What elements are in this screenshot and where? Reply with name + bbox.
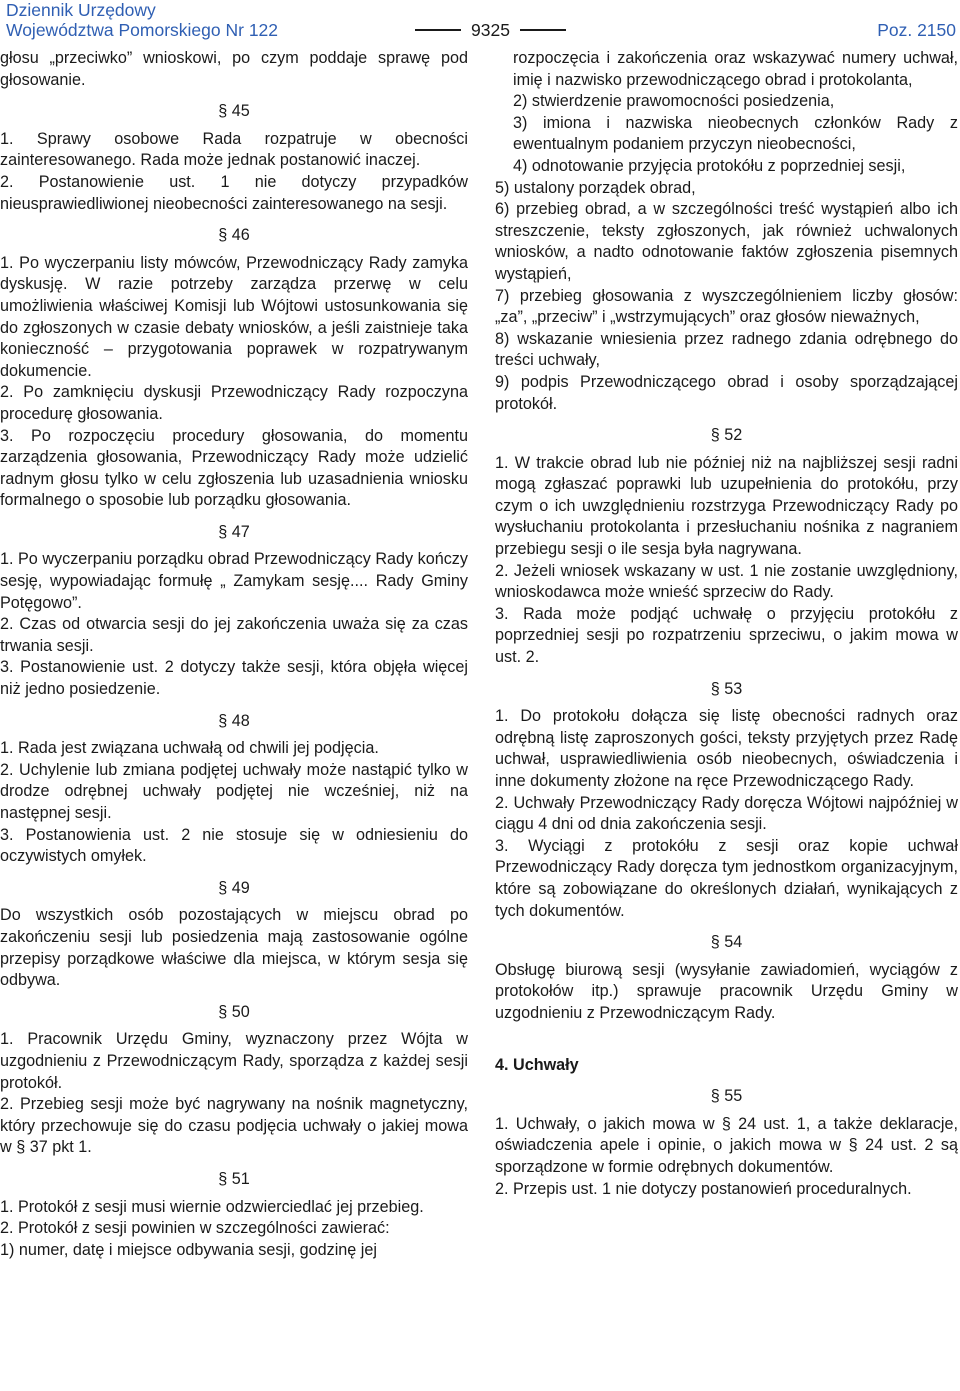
list-item: 6) przebieg obrad, a w szczególności treść wystąpień albo ich streszczenie, teksty zgłoszonych, jak również uchwalonych wniosków, a nadto odnotowanie faktów zgłoszenia pisemnych wystąpień, — [495, 200, 958, 283]
paragraph: 2. Uchylenie lub zmiana podjętej uchwały może nastąpić tylko w drodze odrębnej uchwały podjętej nie wcześniej, niż na następnej sesji. — [0, 760, 468, 822]
paragraph: 1. Pracownik Urzędu Gminy, wyznaczony przez Wójta w uzgodnieniu z Przewodniczącym Rady, sporządza z każdej sesji protokół. — [0, 1030, 468, 1092]
page-number-value: 9325 — [471, 20, 510, 40]
paragraph: 1. Rada jest związana uchwałą od chwili jej podjęcia. — [0, 739, 379, 758]
section-heading: § 46 — [218, 226, 250, 245]
section-heading: § 54 — [710, 933, 743, 952]
paragraph: 3. Postanowienia ust. 2 nie stosuje się w odniesieniu do oczywistych omyłek. — [0, 825, 468, 866]
list-item: 3) imiona i nazwiska nieobecnych członków Rady z ewentualnym podaniem przyczyn nieobecności, — [513, 113, 958, 154]
section-heading: § 45 — [218, 102, 250, 121]
paragraph: 2. Postanowienie ust. 1 nie dotyczy przypadków nieusprawiedliwionej nieobecności zainteresowanego na sesji. — [0, 172, 468, 213]
list-item: 4) odnotowanie przyjęcia protokółu z poprzedniej sesji, — [513, 156, 906, 175]
paragraph: głosu „przeciwko” wnioskowi, po czym poddaje sprawę pod głosowanie. — [0, 49, 468, 89]
section-heading: § 50 — [218, 1002, 250, 1021]
journal-name: Dziennik Urzędowy — [6, 0, 156, 20]
list-item: 5) ustalony porządek obrad, — [495, 178, 696, 197]
paragraph: 2. Przepis ust. 1 nie dotyczy postanowień proceduralnych. — [495, 1179, 912, 1198]
list-item: 2) stwierdzenie prawomocności posiedzenia, — [513, 92, 835, 111]
paragraph: 3. Postanowienie ust. 2 dotyczy także sesji, która objęła więcej niż jedno posiedzenie. — [0, 658, 468, 699]
list-item: 9) podpis Przewodniczącego obrad i osoby sporządzającej protokół. — [495, 372, 958, 413]
section-heading: § 55 — [710, 1087, 743, 1106]
paragraph: 2. Czas od otwarcia sesji do jej zakończenia uważa się za czas trwania sesji. — [0, 615, 468, 655]
list-item: 7) przebieg głosowania z wyszczególnieniem liczby głosów: „za”, „przeciw” i „wstrzymujących” oraz głosów nieważnych, — [495, 286, 958, 327]
paragraph: 2. Jeżeli wniosek wskazany w ust. 1 nie zostanie uwzględniony, wnioskodawca może wnieść sprzeciw do Rady. — [495, 561, 958, 602]
paragraph: 2. Przebieg sesji może być nagrywany na nośnik magnetyczny, który przechowuje się do czasu podjęcia uchwały o jakiej mowa w § 37 pkt 1. — [0, 1095, 468, 1157]
paragraph: 2. Protokół z sesji powinien w szczególności zawierać: — [0, 1219, 390, 1238]
paragraph: Obsługę biurową sesji (wysyłanie zawiadomień, wyciągów z protokołów itp.) sprawuje pracownik Urzędu Gminy w uzgodnieniu z Przewodniczącym Rady. — [495, 960, 958, 1022]
paragraph: 1. Po wyczerpaniu listy mówców, Przewodniczący Rady zamyka dyskusję. W razie potrzeby zarządza przerwę w celu umożliwienia właściwej Komisji lub Wójtowi ustosunkowania się do zgłoszonych w czasie debaty wniosków, a jeśli zaistnieje taka konieczność – przygotowania poprawek w rozpatrywanym dokumencie. — [0, 253, 468, 380]
paragraph: 1. Uchwały, o jakich mowa w § 24 ust. 1, a także deklaracje, oświadczenia apele i opinie, o jakich mowa w § 24 ust. 2 są sporządzone w formie odrębnych dokumentów. — [495, 1114, 958, 1176]
paragraph: 1. Sprawy osobowe Rada rozpatruje w obecności zainteresowanego. Rada może jednak postanowić inaczej. — [0, 129, 468, 170]
paragraph: 1. Protokół z sesji musi wiernie odzwierciedlać jej przebieg. — [0, 1197, 424, 1216]
page-number-dash-right — [520, 29, 566, 31]
paragraph: 3. Po rozpoczęciu procedury głosowania, do momentu zarządzenia głosowania, Przewodniczący Rady może udzielić radnym głosu tylko w celu zgłoszenia lub uzasadnienia wniosku formalnego o sposobie lub porządku głosowania. — [0, 426, 468, 510]
paragraph: 3. Rada może podjąć uchwałę o przyjęciu protokółu z poprzedniej sesji po rozpatrzeniu sprzeciwu, o jakim mowa w ust. 2. — [495, 604, 958, 667]
journal-title — [6, 0, 278, 40]
journal-issue: Województwa Pomorskiego Nr 122 — [6, 20, 279, 40]
section-heading: § 53 — [710, 679, 743, 698]
list-item-continuation: rozpoczęcia i zakończenia oraz wskazywać numery uchwał, imię i nazwisko przewodniczącego obrad i protokolanta, — [513, 49, 958, 89]
section-heading: § 51 — [218, 1169, 250, 1188]
page-number-dash-left — [415, 29, 461, 31]
paragraph: 3. Wyciągi z protokółu z sesji oraz kopie uchwał Przewodniczący Rady doręcza tym jednostkom organizacyjnym, które są zobowiązane do określonych działań, wynikających z tych dokumentów. — [495, 836, 958, 920]
section-heading: § 47 — [218, 522, 250, 541]
page-number — [405, 20, 576, 40]
section-heading: § 48 — [218, 711, 250, 730]
section-heading: § 49 — [218, 878, 250, 897]
section-heading: § 52 — [710, 426, 743, 445]
paragraph: Do wszystkich osób pozostających w miejscu obrad po zakończeniu sesji lub posiedzenia mają zastosowanie ogólne przepisy porządkowe właściwe dla miejsca, w którym sesja się odbywa. — [0, 906, 468, 990]
left-column — [0, 48, 468, 1261]
position-label: Poz. 2150 — [877, 20, 956, 40]
paragraph: 1. W trakcie obrad lub nie później niż na najbliższej sesji radni mogą zgłaszać poprawki lub uzupełnienia do protokółu, przy czym o ich uwzględnieniu rozstrzyga Przewodniczący Rady po wysłuchaniu protokolanta i przesłuchaniu nośnika z nagraniem przebiegu sesji o ile sesja była nagrywana. — [495, 453, 958, 559]
list-item: 8) wskazanie wniesienia przez radnego zdania odrębnego do treści uchwały, — [495, 329, 958, 370]
paragraph: 2. Uchwały Przewodniczący Rady doręcza Wójtowi najpóźniej w ciągu 4 dni od dnia zakończenia sesji. — [495, 793, 958, 834]
paragraph: 1. Po wyczerpaniu porządku obrad Przewodniczący Rady kończy sesję, wypowiadając formułę „ Zamykam sesję.... Rady Gminy Potęgowo”. — [0, 550, 468, 612]
list-item: 1) numer, datę i miejsce odbywania sesji, godzinę jej — [0, 1240, 378, 1259]
chapter-heading: 4. Uchwały — [495, 1055, 579, 1074]
page-header — [0, 0, 960, 44]
paragraph: 2. Po zamknięciu dyskusji Przewodniczący Rady rozpoczyna procedurę głosowania. — [0, 383, 468, 423]
right-column — [495, 48, 958, 1200]
paragraph: 1. Do protokołu dołącza się listę obecności radnych oraz odrębną listę zaproszonych gości, teksty przyjętych przez Radę uchwał, usprawiedliwienia osób nieobecnych, oświadczenia i inne dokumenty złożone na ręce Przewodniczącego Rady. — [495, 707, 958, 790]
